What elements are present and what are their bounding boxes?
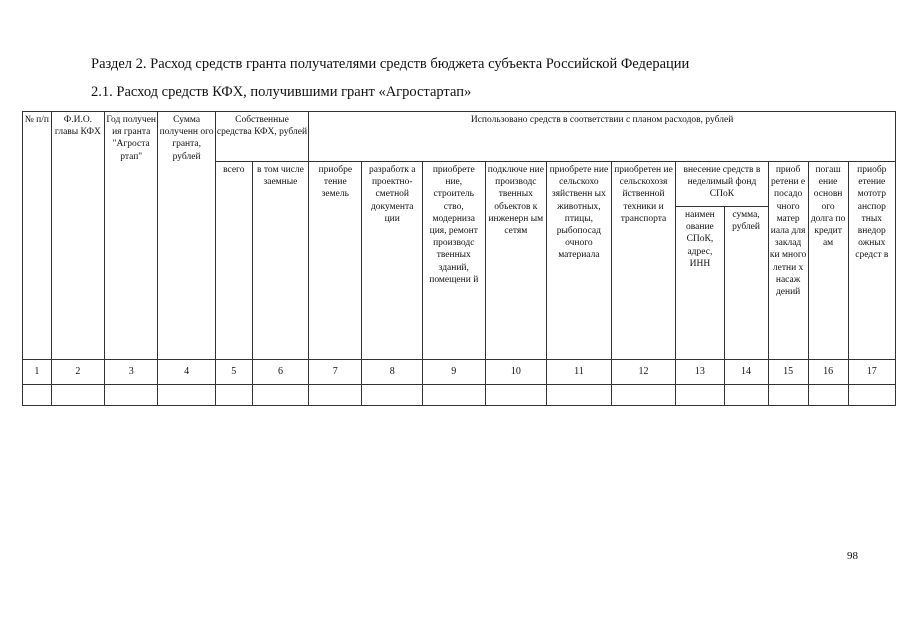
column-number: 16 — [808, 360, 848, 385]
column-number: 8 — [362, 360, 423, 385]
header-own-total: всего — [215, 162, 252, 360]
header-design-docs: разработк а проектно-сметной документа ции — [362, 162, 423, 360]
empty-cell — [51, 385, 104, 406]
empty-cell — [158, 385, 215, 406]
table-row — [23, 385, 896, 406]
empty-cell — [611, 385, 676, 406]
header-utility-connection: подключе ние производс твенных объектов к инженерн ым сетям — [485, 162, 547, 360]
column-number: 17 — [848, 360, 895, 385]
empty-cell — [547, 385, 612, 406]
header-spok-name: наимен ование СПоК, адрес, ИНН — [676, 207, 724, 360]
empty-cell — [676, 385, 724, 406]
header-spok-fund: внесение средств в неделимый фонд СПоК — [676, 162, 768, 207]
empty-cell — [362, 385, 423, 406]
empty-cell — [485, 385, 547, 406]
subsection-title: 2.1. Расход средств КФХ, получившими грант «Агростартап» — [91, 84, 472, 100]
empty-cell — [768, 385, 808, 406]
column-number: 5 — [215, 360, 252, 385]
empty-cell — [808, 385, 848, 406]
column-number: 3 — [105, 360, 158, 385]
header-spok-sum: сумма, рублей — [724, 207, 768, 360]
header-row-number: № п/п — [23, 112, 52, 360]
empty-cell — [23, 385, 52, 406]
grant-expense-table — [22, 111, 896, 406]
column-number: 12 — [611, 360, 676, 385]
header-planting-material: приоб ретени е посадо чного матер иала для заклад ки много летни х насаж дений — [768, 162, 808, 360]
empty-cell — [105, 385, 158, 406]
header-offroad-vehicles: приобр етение мототр анспор тных внедор ожных средст в — [848, 162, 895, 360]
column-number: 14 — [724, 360, 768, 385]
column-number: 2 — [51, 360, 104, 385]
column-number: 9 — [422, 360, 485, 385]
header-grant-amount: Сумма полученн ого гранта, рублей — [158, 112, 215, 360]
empty-cell — [422, 385, 485, 406]
column-number: 7 — [309, 360, 362, 385]
header-funds-used: Использовано средств в соответствии с планом расходов, рублей — [309, 112, 896, 162]
page-number: 98 — [847, 550, 858, 562]
column-number: 1 — [23, 360, 52, 385]
header-buildings: приобрете ние, строитель ство, модерниза ция, ремонт производс твенных зданий, помещени й — [422, 162, 485, 360]
header-grant-year: Год получен ия гранта "Агроста ртап" — [105, 112, 158, 360]
column-number: 11 — [547, 360, 612, 385]
header-own-funds: Собственные средства КФХ, рублей — [215, 112, 308, 162]
header-loan-repayment: погаш ение основн ого долга по кредит ам — [808, 162, 848, 360]
empty-cell — [848, 385, 895, 406]
header-machinery: приобретен ие сельскохозя йственной техники и транспорта — [611, 162, 676, 360]
empty-cell — [724, 385, 768, 406]
column-number: 15 — [768, 360, 808, 385]
column-number: 13 — [676, 360, 724, 385]
column-number: 6 — [252, 360, 308, 385]
empty-cell — [215, 385, 252, 406]
header-head-name: Ф.И.О. главы КФХ — [51, 112, 104, 360]
column-number: 4 — [158, 360, 215, 385]
empty-cell — [309, 385, 362, 406]
column-number: 10 — [485, 360, 547, 385]
header-land-purchase: приобре тение земель — [309, 162, 362, 360]
header-own-borrowed: в том числе заемные — [252, 162, 308, 360]
header-animals: приобрете ние сельскохо зяйственн ых животных, птицы, рыбопосад очного материала — [547, 162, 612, 360]
section-title: Раздел 2. Расход средств гранта получателями средств бюджета субъекта Российской Федерации — [91, 56, 690, 72]
empty-cell — [252, 385, 308, 406]
